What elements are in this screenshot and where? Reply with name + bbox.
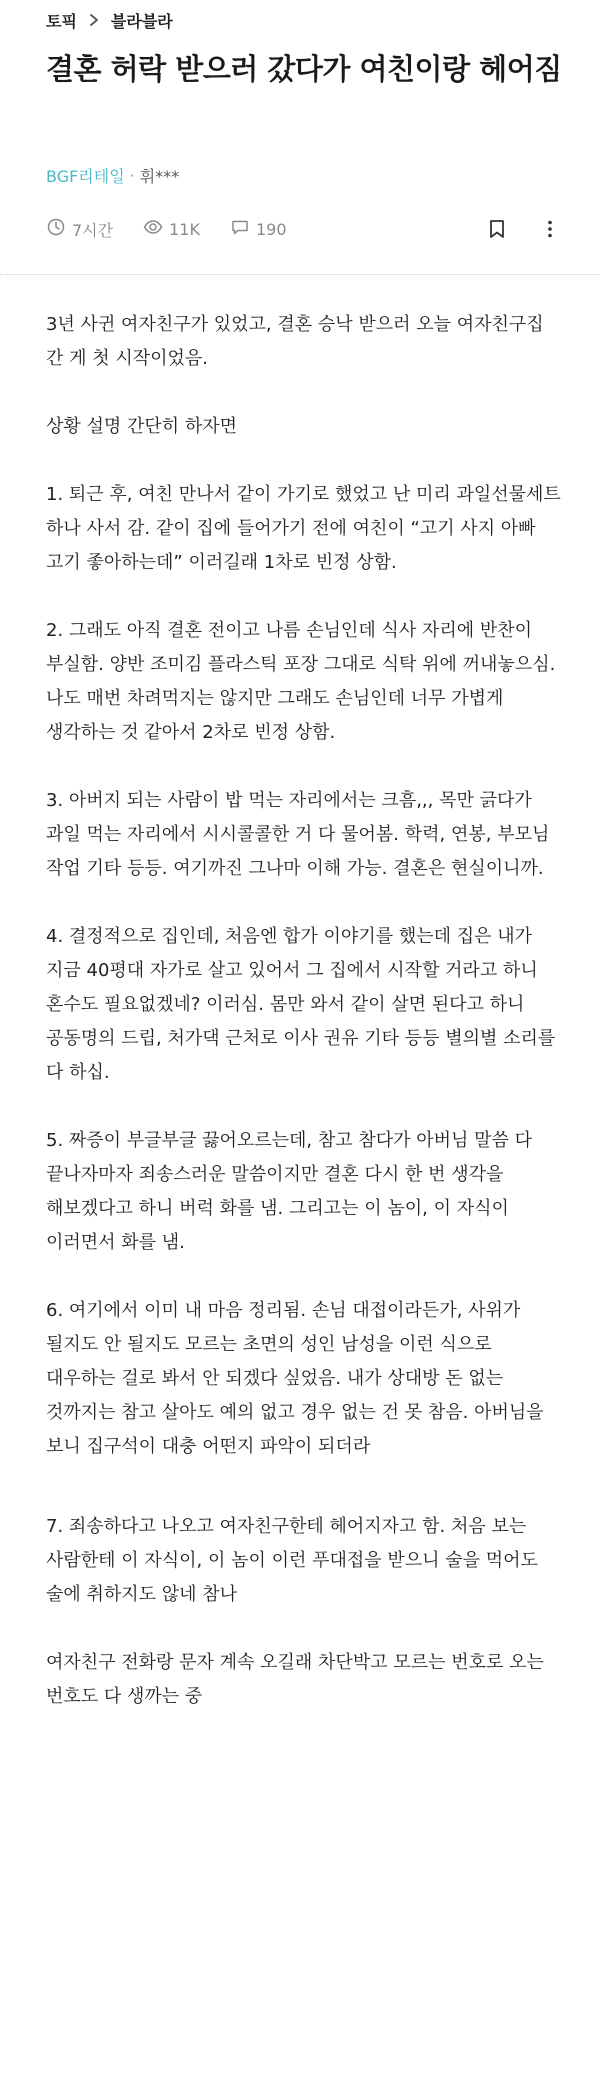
author-separator: · [129,165,135,185]
post-actions [488,216,560,242]
breadcrumb [46,4,173,36]
post-paragraph: 상황 설명 간단히 하자면 [46,416,238,437]
author-nickname: 휘*** [139,166,180,186]
post-paragraph: 6. 여기에서 이미 내 마음 정리됨. 손님 대접이라든가, 사위가 될지도 안 될지도 모르는 초면의 성인 남성을 이런 식으로 대우하는 걸로 봐서 안 되겠다 싶었음. 내가 상대방 돈 없는 것까지는 참고 살아도 예의 없고 경우 없는 건 못 참음. 아버님을 보니 집구석이 대충 어떤지 파악이 되더라 [46,1300,544,1457]
post-paragraph: 4. 결정적으로 집인데, 처음엔 합가 이야기를 했는데 집은 내가 지금 40평대 자가로 살고 있어서 그 집에서 시작할 거라고 하니 혼수도 필요없겠네? 이러심. 몸만 와서 같이 살면 된다고 하니 공동명의 드립, 처가댁 근처로 이사 권유 기타 등등 별의별 소리를 다 하십. [46,926,556,1083]
chevron-right-icon [87,13,101,27]
post-paragraph: 1. 퇴근 후, 여친 만나서 같이 가기로 했었고 난 미리 과일선물세트 하나 사서 감. 같이 집에 들어가기 전에 여친이 “고기 사지 아빠 고기 좋아하는데” 이러길래 1차로 빈정 상함. [46,484,561,573]
post-paragraph: 여자친구 전화랑 문자 계속 오길래 차단박고 모르는 번호로 오는 번호도 다 생까는 중 [46,1652,544,1707]
bookmark-icon[interactable] [488,219,506,239]
post-paragraph: 5. 짜증이 부글부글 끓어오르는데, 참고 참다가 아버님 말씀 다 끝나자마자 죄송스러운 말씀이지만 결혼 다시 한 번 생각을 해보겠다고 하니 버럭 화를 냄. 그리고는 이 놈이, 이 자식이 이러면서 화를 냄. [46,1130,532,1253]
author-company[interactable]: BGF리테일 [46,166,125,186]
post-time-value: 7시간 [72,220,114,240]
post-paragraph: 7. 죄송하다고 나오고 여자친구한테 헤어지자고 함. 처음 보는 사람한테 이 자식이, 이 놈이 이런 푸대접을 받으니 술을 먹어도 술에 취하지도 않네 참나 [46,1516,538,1605]
post-stats [46,216,317,242]
comment-icon [230,217,256,241]
more-icon[interactable] [540,219,560,239]
breadcrumb-topic[interactable]: 블라블라 [110,11,173,31]
post-paragraph: 3. 아버지 되는 사람이 밥 먹는 자리에서는 크흠,,, 목만 긁다가 과일 먹는 자리에서 시시콜콜한 거 다 물어봄. 학력, 연봉, 부모님 작업 기타 등등. 여기까진 그나마 이해 가능. 결혼은 현실이니까. [46,790,550,879]
post-paragraph: 2. 그래도 아직 결혼 전이고 나름 손님인데 식사 자리에 반찬이 부실함. 양반 조미김 플라스틱 포장 그대로 식탁 위에 꺼내놓으심. 나도 매번 차려먹지는 않지만 그래도 손님인데 너무 가볍게 생각하는 것 같아서 2차로 빈정 상함. [46,620,556,743]
post-body [46,308,566,1748]
post-comments-value: 190 [255,219,287,239]
eye-icon [143,217,169,241]
breadcrumb-root[interactable]: 토픽 [46,11,77,31]
post-author [46,164,179,186]
post-title: 결혼 허락 받으러 갔다가 여친이랑 헤어짐 [46,52,562,86]
post-paragraph: 3년 사귄 여자친구가 있었고, 결혼 승낙 받으러 오늘 여자친구집 간 게 첫 시작이었음. [46,314,544,369]
post-views-value: 11K [169,219,200,239]
post-comments[interactable] [230,217,287,241]
post-views [143,217,200,241]
post-time [46,217,113,241]
clock-icon [46,217,72,241]
header-divider [0,274,600,275]
